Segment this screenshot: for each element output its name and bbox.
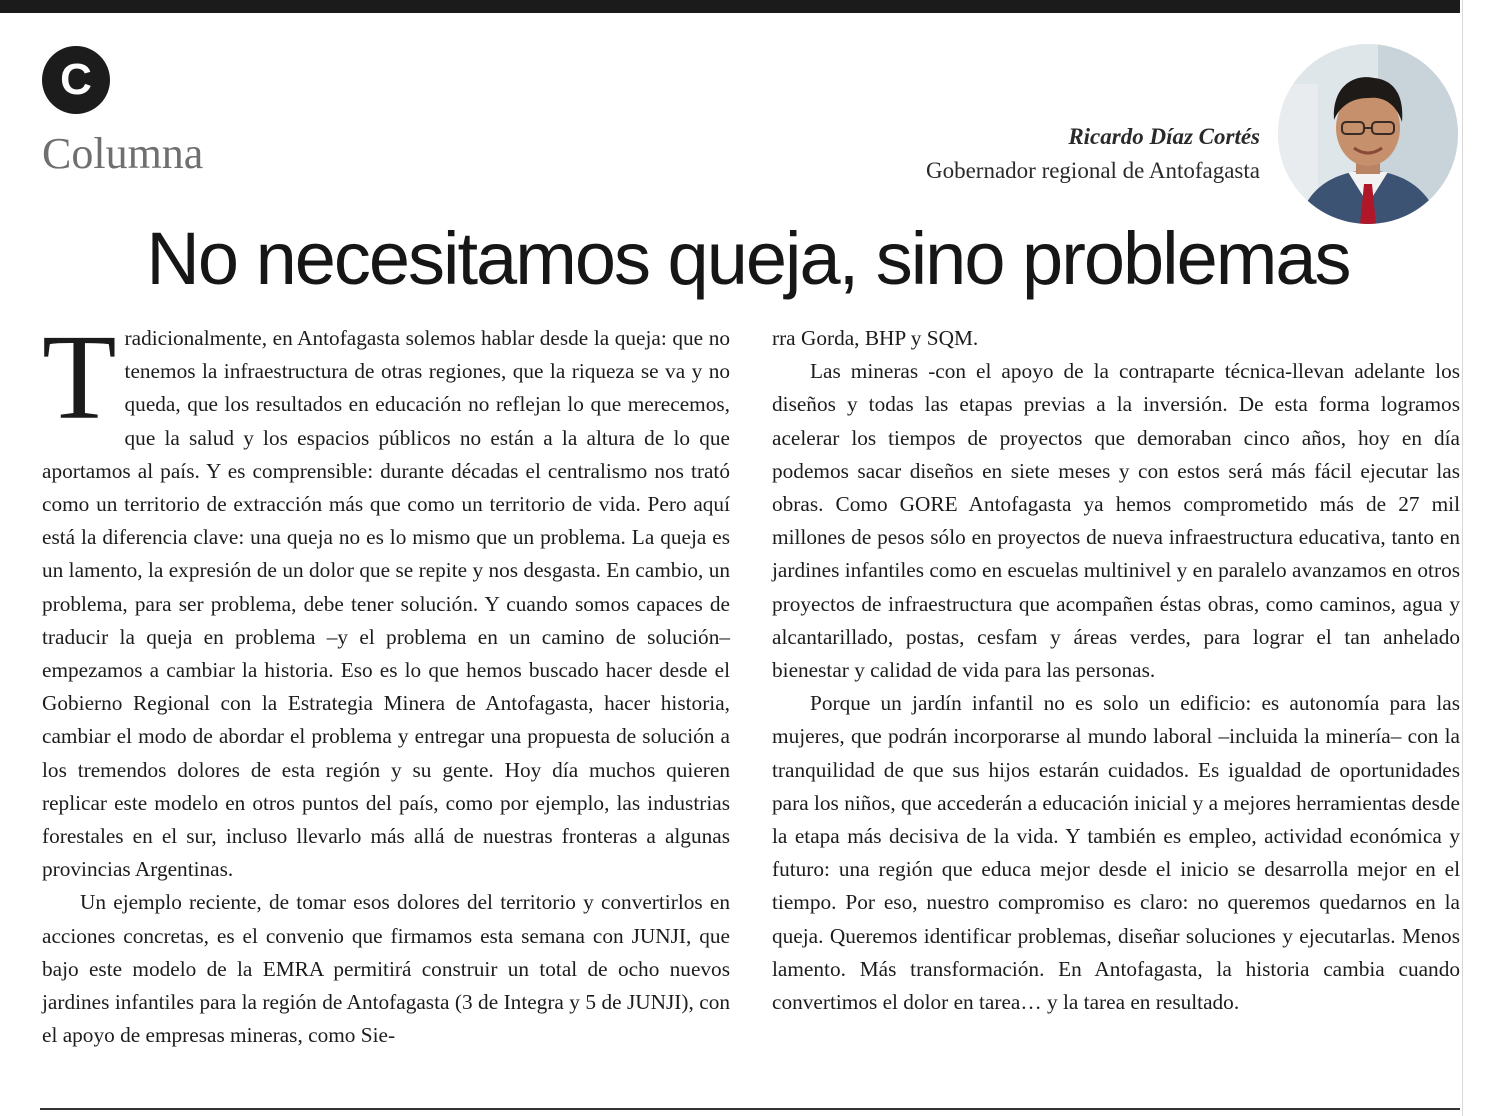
article-paragraph: rra Gorda, BHP y SQM. — [772, 326, 979, 350]
paragraph-text: radicionalmente, en Antofagasta solemos hablar desde la queja: que no tenemos la infraestructura de otras regiones, que la riqueza se va y no queda, que los resultados en educación no reflejan lo que merecemos, que la salud y los espacios públicos no están a la altura de lo que aportamos al país. Y es comprensible: durante décadas el centralismo nos trató como un territorio de extracción más que como un territorio de vida. Pero aquí está la diferencia clave: una queja no es lo mismo que un problema. La queja es un lamento, la expresión de un dolor que se repite y nos desgasta. En cambio, un problema, para ser problema, debe tener solución. Y cuando somos capaces de traducir la queja en problema –y el problema en un camino de solución– empezamos a cambiar la historia. Eso es lo que hemos buscado hacer desde el Gobierno Regional con la Estrategia Minera de Antofagasta, hacer historia, cambiar el modo de abordar el problema y entregar una propuesta de solución a los tremendos dolores de esta región y su gente. Hoy día muchos quieren replicar este modelo en otros puntos del país, como por ejemplo, las industrias forestales en el sur, incluso llevarlo más allá de nuestras fronteras a algunas provincias Argentinas. — [42, 326, 730, 882]
article-column-left — [42, 310, 730, 1052]
top-rule — [0, 0, 1460, 13]
article-headline: No necesitamos queja, sino problemas — [146, 217, 1350, 300]
article-column-right — [772, 322, 1460, 1019]
section-badge — [42, 46, 110, 114]
section-badge-letter: C — [60, 55, 92, 104]
author-role: Gobernador regional de Antofagasta — [925, 158, 1260, 183]
article-paragraph: Porque un jardín infantil no es solo un edificio: es autonomía para las mujeres, que podrán incorporarse al mundo laboral –incluida la minería– con la tranquilidad de que sus hijos estarán cuidados. Es igualdad de oportunidades para los niños, que accederán a educación inicial y a mejores herramientas desde la etapa más decisiva de la vida. Y también es empleo, actividad económica y futuro: una región que educa mejor desde el inicio se desarrolla mejor en el tiempo. Por eso, nuestro compromiso es claro: no queremos quedarnos en la queja. Queremos identificar problemas, diseñar soluciones y ejecutarlas. Menos lamento. Más transformación. En Antofagasta, la historia cambia cuando convertimos el dolor en tarea… y la tarea en resultado. — [772, 691, 1460, 1015]
article-paragraph: Un ejemplo reciente, de tomar esos dolores del territorio y convertirlos en acciones concretas, es el convenio que firmamos esta semana con JUNJI, que bajo este modelo de la EMRA permitirá construir un total de ocho nuevos jardines infantiles para la región de Antofagasta (3 de Integra y 5 de JUNJI), con el apoyo de empresas mineras, como Sie- — [42, 890, 730, 1048]
page-edge — [1462, 0, 1463, 1116]
author-portrait-illustration — [1278, 44, 1458, 224]
author-name: Ricardo Díaz Cortés — [1068, 124, 1260, 149]
article-paragraph — [42, 310, 730, 886]
article-paragraph: Las mineras -con el apoyo de la contraparte técnica-llevan adelante los diseños y todas las etapas previas a la inversión. De esta forma logramos acelerar los tiempos de proyectos que demoraban cinco años, hoy en día podemos sacar diseños en siete meses y con estos será más fácil ejecutar las obras. Como GORE Antofagasta ya hemos comprometido más de 27 mil millones de pesos sólo en proyectos de nueva infraestructura educativa, tanto en jardines infantiles como en escuelas multinivel y en paralelo avanzamos en otros proyectos de infraestructura que acompañen éstas obras, como caminos, agua y alcantarillado, postas, cesfam y áreas verdes, para lograr el tan anhelado bienestar y calidad de vida para las personas. — [772, 359, 1460, 683]
author-photo — [1278, 44, 1458, 224]
bottom-rule — [40, 1108, 1460, 1110]
drop-cap: T — [42, 310, 117, 445]
section-label: Columna — [42, 129, 204, 178]
